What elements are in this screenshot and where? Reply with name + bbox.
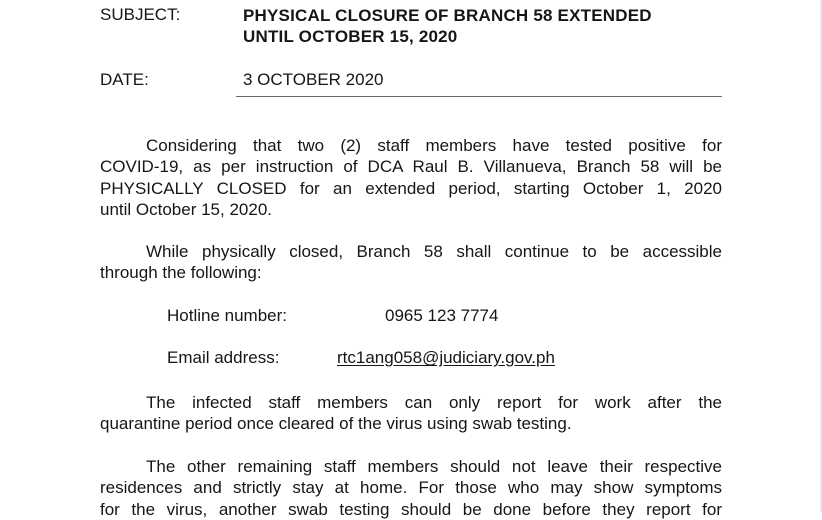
subject-title <box>243 5 723 47</box>
hotline-label: Hotline number: <box>167 306 288 325</box>
paragraph-infected-staff <box>100 392 722 435</box>
paragraph-closure-notice <box>100 135 722 220</box>
paragraph-line: Considering that two (2) staff members have tested positive for <box>146 136 722 155</box>
email-label: Email address: <box>167 348 280 367</box>
paragraph-line: The infected staff members can only report for work after the <box>146 393 722 412</box>
paragraph-line: The other remaining staff members should not leave their respective <box>146 457 722 476</box>
date-label: DATE: <box>100 70 149 89</box>
paragraph-remaining-staff <box>100 456 722 520</box>
paragraph-line: residences and strictly stay at home. For those who may show symptoms <box>100 478 722 498</box>
subject-line: UNTIL OCTOBER 15, 2020 <box>243 27 458 46</box>
header-divider <box>236 96 722 97</box>
paragraph-line: COVID-19, as per instruction of DCA Raul B. Villanueva, Branch 58 will be <box>100 157 722 177</box>
paragraph-line: through the following: <box>100 263 262 283</box>
paragraph-line: quarantine period once cleared of the virus using swab testing. <box>100 414 572 434</box>
paragraph-line: until October 15, 2020. <box>100 199 273 219</box>
date-value: 3 OCTOBER 2020 <box>243 70 384 89</box>
paragraph-accessibility <box>100 241 722 284</box>
email-link[interactable]: rtc1ang058@judiciary.gov.ph <box>337 348 555 367</box>
subject-line: PHYSICAL CLOSURE OF BRANCH 58 EXTENDED <box>243 6 652 25</box>
subject-label: SUBJECT: <box>100 5 181 24</box>
hotline-number: 0965 123 7774 <box>385 306 499 325</box>
paragraph-line: for the virus, another swab testing should be done before they report for <box>100 499 722 519</box>
paragraph-line: PHYSICALLY CLOSED for an extended period, starting October 1, 2020 <box>100 178 722 198</box>
paragraph-line: While physically closed, Branch 58 shall continue to be accessible <box>146 242 722 261</box>
